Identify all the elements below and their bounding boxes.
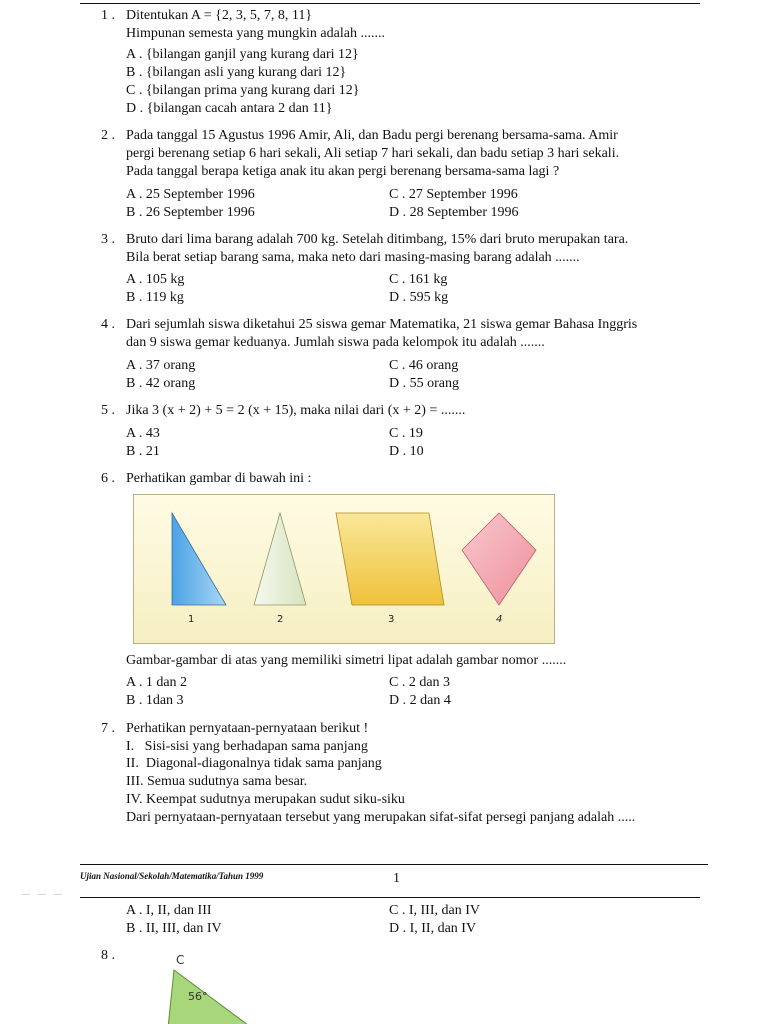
question-text: Gambar-gambar di atas yang memiliki simetri lipat adalah gambar nomor ....... xyxy=(126,653,567,668)
statement-3: III. Semua sudutnya sama besar. xyxy=(126,774,308,789)
option-c: C . 2 dan 3 xyxy=(389,675,451,690)
option-d: D . 2 dan 4 xyxy=(389,693,451,708)
figure-label-4: 4 xyxy=(496,614,503,625)
option-c: C . 46 orang xyxy=(389,358,459,373)
faded-text-artifact: — — — xyxy=(22,889,65,898)
shapes-illustration xyxy=(134,495,554,643)
option-c: C . 19 xyxy=(389,426,423,441)
question-text: Dari sejumlah siswa diketahui 25 siswa gemar Matematika, 21 siswa gemar Bahasa Inggris xyxy=(126,317,638,332)
question-text: Bruto dari lima barang adalah 700 kg. Setelah ditimbang, 15% dari bruto merupakan tara. xyxy=(126,232,629,247)
question-text: Perhatikan pernyataan-pernyataan berikut ! xyxy=(126,721,369,736)
top-rule xyxy=(80,3,700,4)
footer-rule-top xyxy=(80,864,708,865)
option-c: C . {bilangan prima yang kurang dari 12} xyxy=(126,83,360,98)
option-d: D . 55 orang xyxy=(389,376,459,391)
symmetry-figure xyxy=(133,494,555,644)
option-a: A . {bilangan ganjil yang kurang dari 12} xyxy=(126,47,359,62)
option-c: C . 161 kg xyxy=(389,272,448,287)
page-number: 1 xyxy=(393,871,400,886)
figure-label-3: 3 xyxy=(388,614,395,625)
triangle-shape xyxy=(168,970,252,1024)
option-d: D . 595 kg xyxy=(389,290,449,305)
question-text: Pada tanggal berapa ketiga anak itu akan pergi berenang bersama-sama lagi ? xyxy=(126,164,560,179)
option-d: D . 28 September 1996 xyxy=(389,205,519,220)
option-c: C . I, III, dan IV xyxy=(389,903,480,918)
question-text: pergi berenang setiap 6 hari sekali, Ali setiap 7 hari sekali, dan badu setiap 3 hari sekali. xyxy=(126,146,620,161)
option-b: B . 26 September 1996 xyxy=(126,205,255,220)
option-d: D . {bilangan cacah antara 2 dan 11} xyxy=(126,101,333,116)
option-b: B . 42 orang xyxy=(126,376,196,391)
option-a: A . I, II, dan III xyxy=(126,903,212,918)
figure-label-1: 1 xyxy=(188,614,195,625)
question-number: 7 . xyxy=(101,721,115,736)
question-number: 3 . xyxy=(101,232,115,247)
question-text: Bila berat setiap barang sama, maka neto dari masing-masing barang adalah ....... xyxy=(126,250,580,265)
vertex-label-c: C xyxy=(176,953,185,967)
option-d: D . 10 xyxy=(389,444,424,459)
option-a: A . 1 dan 2 xyxy=(126,675,188,690)
statement-4: IV. Keempat sudutnya merupakan sudut siku-siku xyxy=(126,792,405,807)
question-number: 4 . xyxy=(101,317,115,332)
option-c: C . 27 September 1996 xyxy=(389,187,518,202)
option-b: B . 1dan 3 xyxy=(126,693,184,708)
option-b: B . 21 xyxy=(126,444,160,459)
question-number: 1 . xyxy=(101,8,115,23)
question-text: Dari pernyataan-pernyataan tersebut yang merupakan sifat-sifat persegi panjang adalah ..... xyxy=(126,810,636,825)
question-text: Pada tanggal 15 Agustus 1996 Amir, Ali, dan Badu pergi berenang bersama-sama. Amir xyxy=(126,128,618,143)
question-number: 8 . xyxy=(101,948,115,963)
option-a: A . 43 xyxy=(126,426,160,441)
question-text: Perhatikan gambar di bawah ini : xyxy=(126,471,312,486)
statement-1: I. Sisi-sisi yang berhadapan sama panjang xyxy=(126,739,368,754)
option-b: B . II, III, dan IV xyxy=(126,921,222,936)
shape-3-parallelogram xyxy=(336,513,444,605)
question-text: dan 9 siswa gemar keduanya. Jumlah siswa pada kelompok itu adalah ....... xyxy=(126,335,545,350)
footer-title: Ujian Nasional/Sekolah/Matematika/Tahun 1999 xyxy=(80,871,264,881)
question-text: Himpunan semesta yang mungkin adalah ....... xyxy=(126,26,385,41)
option-b: B . {bilangan asli yang kurang dari 12} xyxy=(126,65,347,80)
question-number: 2 . xyxy=(101,128,115,143)
question-text: Jika 3 (x + 2) + 5 = 2 (x + 15), maka nilai dari (x + 2) = ....... xyxy=(126,403,466,418)
figure-label-2: 2 xyxy=(277,614,284,625)
option-b: B . 119 kg xyxy=(126,290,184,305)
option-a: A . 25 September 1996 xyxy=(126,187,255,202)
angle-label: 56° xyxy=(188,990,208,1003)
footer-rule-bottom xyxy=(80,897,700,898)
option-a: A . 105 kg xyxy=(126,272,185,287)
option-a: A . 37 orang xyxy=(126,358,196,373)
question-number: 6 . xyxy=(101,471,115,486)
triangle-figure xyxy=(160,948,270,1024)
option-d: D . I, II, dan IV xyxy=(389,921,477,936)
question-text: Ditentukan A = {2, 3, 5, 7, 8, 11} xyxy=(126,8,313,23)
question-number: 5 . xyxy=(101,403,115,418)
statement-2: II. Diagonal-diagonalnya tidak sama panjang xyxy=(126,756,382,771)
